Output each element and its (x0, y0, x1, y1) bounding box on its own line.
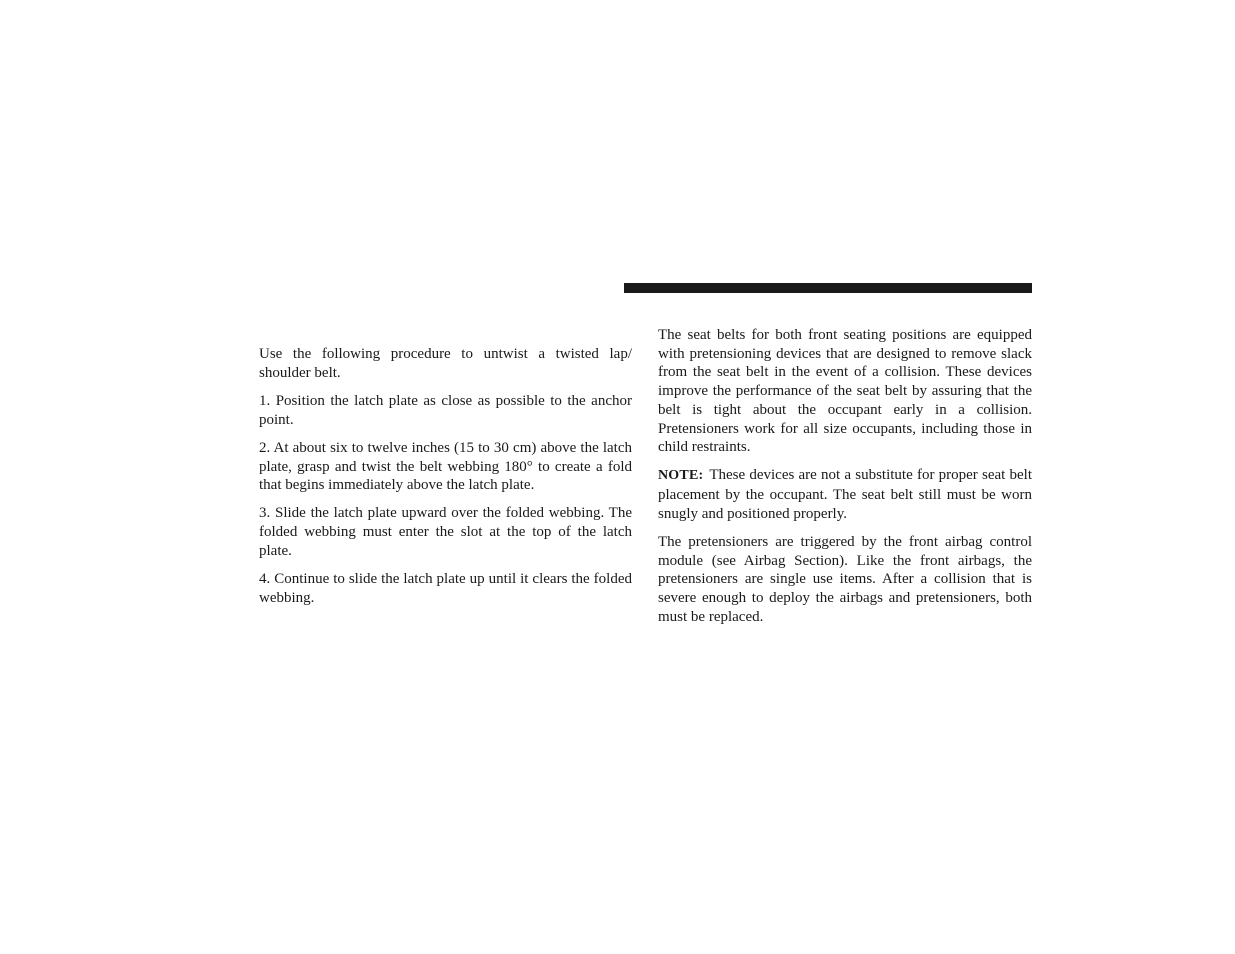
paragraph-step-1: 1. Position the latch plate as close as possible to the anchor point. (259, 392, 632, 428)
note-label: NOTE: (658, 468, 704, 484)
paragraph-step-2: 2. At about six to twelve inches (15 to 30 cm) above the latch plate, grasp and twist the belt webbing 180° to create a fold that begins immediately above the latch plate. (259, 439, 632, 494)
note-text: These devices are not a substitute for proper seat belt placement by the occupant. The seat belt still must be worn snugly and positioned properly. (658, 467, 1032, 522)
paragraph-untwist-intro: Use the following procedure to untwist a twisted lap/ shoulder belt. (259, 346, 632, 381)
paragraph-pretensioners-intro: The seat belts for both front seating positions are equipped with pretensioning devices that are designed to remove slack from the seat belt in the event of a collision. These devices improve the performance of the seat belt by assuring that the belt is tight about the occupant early in a collision. Pretensioners work for all size occupants, including those in child restraints. (658, 327, 1032, 456)
left-column (259, 345, 632, 617)
section-header-rule (624, 283, 1032, 293)
paragraph-pretensioners-trigger: The pretensioners are triggered by the front airbag control module (see Airbag Section). Like the front airbags, the pretensioners are single use items. After a collision that is severe enough to deploy the airbags and pretensioners, both must be replaced. (658, 534, 1032, 625)
paragraph-step-4: 4. Continue to slide the latch plate up until it clears the folded webbing. (259, 571, 632, 606)
paragraph-step-3: 3. Slide the latch plate upward over the folded webbing. The folded webbing must enter the slot at the top of the latch plate. (259, 505, 632, 559)
note-paragraph (658, 466, 1032, 523)
right-column (658, 326, 1032, 636)
